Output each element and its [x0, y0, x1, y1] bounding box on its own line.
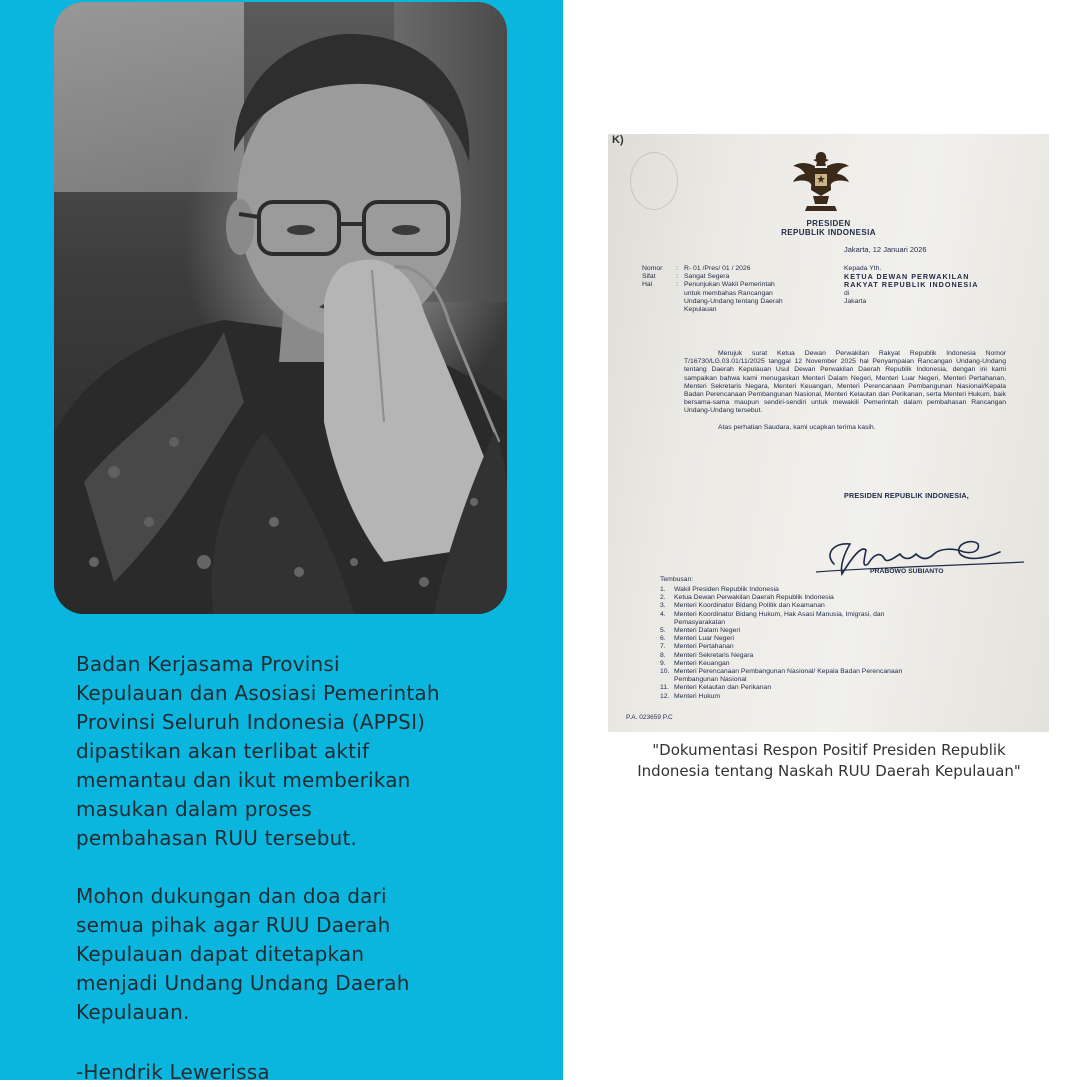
- meta-label: Nomor: [642, 265, 663, 272]
- addressee-at: di: [844, 289, 850, 297]
- addressee-to: Kepada Yth.: [844, 265, 882, 272]
- cc-item: 2. Ketua Dewan Perwakilan Daerah Republik Indonesia: [660, 594, 834, 602]
- cc-item: 8. Menteri Sekretaris Negara: [660, 651, 754, 659]
- garuda-emblem-icon: [791, 148, 851, 214]
- letter-document: [608, 134, 1049, 732]
- text-line: Badan Kerjasama Provinsi: [76, 652, 340, 676]
- corner-mark: K): [612, 134, 624, 146]
- text-line: masukan dalam proses: [76, 797, 312, 821]
- cc-title: Tembusan:: [660, 576, 694, 583]
- portrait-photo: [54, 2, 507, 614]
- text-line: pembahasan RUU tersebut.: [76, 826, 358, 850]
- meta-values: [684, 265, 792, 314]
- addressee-line-2: RAKYAT REPUBLIK INDONESIA: [844, 280, 979, 290]
- cc-list: [660, 586, 910, 701]
- letter-body-paragraph: Merujuk surat Ketua Dewan Perwakilan Rakyat Republik Indonesia Nomor T/16730/LG.03.01/11/2025 tanggal 12 November 2025 hal Penyampaian Rancangan Undang-Undang tentang Daerah Kepulauan Usul Dewan Perwakilan Daerah Republik Indonesia, dengan ini kami sampaikan bahwa kami menugaskan Menteri Dalam Negeri, Menteri Luar Negeri, Menteri Pertahanan, Menteri Sekretaris Negara, Menteri Keuangan, Menteri Perencanaan Pembangunan Nasional/Kepala Badan Perencanaan Pembangunan Nasional, Menteri Kelautan dan Perikanan, serta Menteri Hukum, baik bersama-sama maupun sendiri-sendiri untuk mewakili Pemerintah dalam pembahasan Rancangan Undang-Undang tersebut.: [684, 350, 1006, 415]
- text-line: Provinsi Seluruh Indonesia (APPSI): [76, 710, 426, 734]
- cc-item: 1. Wakil Presiden Republik Indonesia: [660, 586, 779, 593]
- statement-text: [76, 650, 496, 1087]
- text-line: menjadi Undang Undang Daerah: [76, 971, 410, 995]
- meta-labels: [642, 265, 672, 290]
- statement-paragraph-1: [76, 650, 496, 853]
- addressee-city: Jakarta: [844, 297, 867, 305]
- text-line: Kepulauan.: [76, 1000, 190, 1024]
- cc-item: 4. Menteri Koordinator Bidang Hukum, Hak Asasi Manusia, Imigrasi, dan Pemasyarakatan: [660, 610, 885, 626]
- letter-body: [684, 350, 1006, 432]
- meta-label: Sifat: [642, 273, 656, 281]
- person-silhouette: [54, 2, 507, 614]
- cc-item: 7. Menteri Pertahanan: [660, 643, 734, 651]
- text-line: Kepulauan dan Asosiasi Pemerintah: [76, 681, 440, 705]
- addressee-line-1: KETUA DEWAN PERWAKILAN: [844, 272, 970, 282]
- statement-paragraph-2: [76, 882, 496, 1027]
- cc-item: 10. Menteri Perencanaan Pembangunan Nasional/ Kepala Badan Perencanaan Pembangunan Nasional: [660, 668, 903, 684]
- cc-item: 3. Menteri Koordinator Bidang Politik dan Keamanan: [660, 602, 825, 610]
- text-line: Kepulauan dapat ditetapkan: [76, 942, 365, 966]
- sign-title: PRESIDEN REPUBLIK INDONESIA,: [844, 491, 970, 500]
- text-line: dipastikan akan terlibat aktif: [76, 739, 370, 763]
- cc-item: 12. Menteri Hukum: [660, 692, 721, 700]
- letterhead-title: PRESIDEN: [806, 219, 851, 228]
- reference-code: P.A. 023659 P.C: [626, 714, 673, 721]
- text-line: semua pihak agar RUU Daerah: [76, 913, 391, 937]
- cc-item: 11. Menteri Kelautan dan Perikanan: [660, 684, 772, 692]
- author-signature: -Hendrik Lewerissa: [76, 1060, 270, 1084]
- document-caption: "Dokumentasi Respon Positif Presiden Republik Indonesia tentang Naskah RUU Daerah Kepulauan": [637, 741, 1021, 780]
- meta-colons: : : :: [676, 265, 678, 289]
- cc-item: 6. Menteri Luar Negeri: [660, 635, 735, 643]
- letter-closing: Atas perhatian Saudara, kami ucapkan terima kasih.: [718, 423, 876, 431]
- letter-date: Jakarta, 12 Januari 2026: [844, 245, 927, 254]
- meta-number: R- 01 /Pres/ 01 / 2026: [684, 265, 751, 272]
- meta-nature: Sangat Segera: [684, 273, 730, 281]
- meta-label: Hal: [642, 281, 653, 289]
- emboss-seal: [630, 152, 678, 210]
- text-line: Mohon dukungan dan doa dari: [76, 884, 387, 908]
- cc-item: 5. Menteri Dalam Negeri: [660, 627, 741, 635]
- addressee-block: [844, 265, 1014, 306]
- cc-item: 9. Menteri Keuangan: [660, 659, 730, 667]
- meta-subject: Penunjukan Wakil Pemerintah untuk membahas Rancangan Undang-Undang tentang Daerah Kepulauan: [684, 281, 783, 314]
- letterhead-subtitle: REPUBLIK INDONESIA: [781, 228, 876, 237]
- signer-name: PRABOWO SUBIANTO: [870, 568, 944, 575]
- text-line: memantau dan ikut memberikan: [76, 768, 411, 792]
